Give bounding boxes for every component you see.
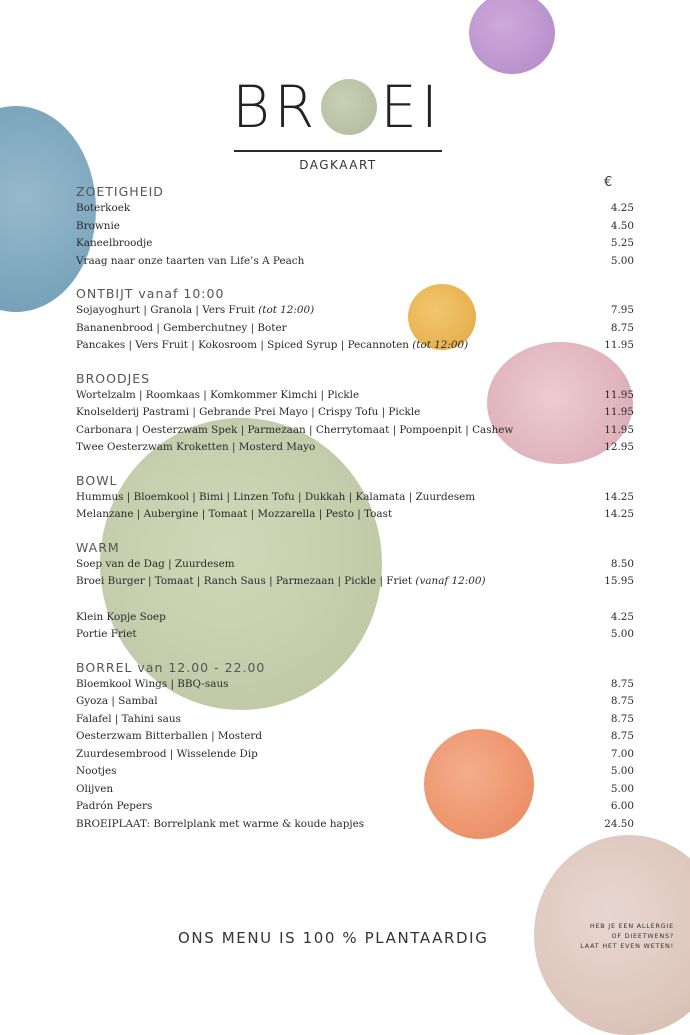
- menu-item: [76, 439, 634, 457]
- menu-item: [76, 798, 634, 816]
- menu-item: [76, 626, 634, 644]
- menu-item-label: Padrón Pepers: [76, 800, 153, 812]
- menu-item-label: BROEIPLAAT: Borrelplank met warme & koude hapjes: [76, 817, 365, 830]
- broei-logo: [232, 73, 442, 141]
- menu-item-label: Brownie: [76, 219, 120, 232]
- menu-item-price: 15.95: [604, 575, 634, 587]
- menu-item-name: [76, 235, 152, 253]
- menu-item: [76, 506, 634, 524]
- menu-item-price: 14.25: [604, 508, 634, 520]
- menu-item: [76, 387, 634, 405]
- menu-item-label: Kaneelbroodje: [76, 237, 153, 249]
- menu-item-price: 8.75: [610, 677, 634, 690]
- menu-section: [76, 370, 634, 457]
- logo-text-left: BR: [232, 73, 319, 141]
- section-title: ZOETIGHEID: [76, 184, 164, 199]
- menu-item-name: [76, 337, 468, 355]
- menu-section: [76, 472, 634, 524]
- section-spacer: [76, 591, 634, 609]
- menu-item-label: Zuurdesembrood | Wisselende Dip: [76, 747, 258, 760]
- menu-item: [76, 337, 634, 355]
- menu-item-label: Bananenbrood | Gemberchutney | Boter: [76, 321, 287, 334]
- menu-list: [76, 183, 634, 848]
- menu-item-name: [76, 218, 120, 236]
- menu-item-label: Twee Oesterzwam Kroketten | Mosterd Mayo: [76, 441, 316, 453]
- menu-item-label: Vraag naar onze taarten van Life’s A Peach: [76, 254, 305, 267]
- menu-item-price: 14.25: [604, 490, 634, 503]
- menu-item: [76, 302, 634, 320]
- menu-section: [76, 539, 634, 644]
- menu-item-name: [76, 320, 287, 338]
- menu-item-name: [76, 489, 475, 507]
- allergy-line: OF DIEETWENS?: [611, 932, 674, 940]
- menu-item-name: [76, 609, 166, 627]
- menu-item: [76, 781, 634, 799]
- menu-item: [76, 320, 634, 338]
- menu-item-label: Broei Burger | Tomaat | Ranch Saus | Parmezaan | Pickle | Friet: [76, 575, 416, 587]
- logo-text-right: EI: [380, 73, 442, 141]
- menu-item-name: [76, 439, 315, 457]
- menu-item-price: 4.25: [610, 610, 634, 623]
- menu-item-price: 8.75: [610, 712, 634, 725]
- section-title: BOWL: [76, 472, 118, 488]
- menu-item-label: Boterkoek: [76, 202, 131, 214]
- menu-item-note: (tot 12:00): [258, 304, 315, 316]
- menu-item-price: 5.00: [610, 782, 634, 795]
- menu-item-price: 4.25: [610, 202, 634, 214]
- menu-item: [76, 763, 634, 781]
- menu-item-price: 11.95: [604, 388, 634, 401]
- menu-item-price: 6.00: [610, 800, 634, 812]
- section-title: WARM: [76, 539, 120, 555]
- menu-item-note: (vanaf 12:00): [415, 575, 486, 587]
- menu-item-name: [76, 693, 158, 711]
- menu-item-price: 5.00: [610, 628, 634, 640]
- menu-item-name: [76, 302, 314, 320]
- menu-item: [76, 556, 634, 574]
- logo-divider: [234, 150, 442, 152]
- menu-item-name: [76, 676, 229, 694]
- menu-item: [76, 711, 634, 729]
- menu-item-price: 11.95: [604, 423, 634, 436]
- menu-item-label: Nootjes: [76, 765, 117, 777]
- menu-item: [76, 218, 634, 236]
- menu-item: [76, 235, 634, 253]
- menu-item: [76, 200, 634, 218]
- menu-item-price: 11.95: [604, 339, 634, 351]
- menu-item-price: 7.00: [610, 747, 634, 760]
- page-subtitle: DAGKAART: [299, 158, 377, 172]
- menu-item-price: 8.75: [610, 321, 634, 334]
- menu-item: [76, 404, 634, 422]
- menu-item-label: Melanzane | Aubergine | Tomaat | Mozzarella | Pesto | Toast: [76, 508, 393, 520]
- menu-section: [76, 659, 634, 834]
- menu-item-name: [76, 422, 513, 440]
- menu-item-label: Wortelzalm | Roomkaas | Komkommer Kimchi | Pickle: [76, 388, 360, 401]
- menu-item: [76, 609, 634, 627]
- purple-watercolor-circle: [469, 0, 555, 74]
- menu-item-name: [76, 200, 130, 218]
- plant-based-tagline: ONS MENU IS 100 % PLANTAARDIG: [178, 929, 489, 947]
- section-title: BORREL van 12.00 - 22.00: [76, 659, 266, 675]
- menu-item-label: Oesterzwam Bitterballen | Mosterd: [76, 730, 263, 742]
- menu-item-name: [76, 816, 364, 834]
- menu-item: [76, 253, 634, 271]
- menu-item-name: [76, 387, 359, 405]
- menu-item-label: Carbonara | Oesterzwam Spek | Parmezaan | Cherrytomaat | Pompoenpit | Cashew: [76, 423, 514, 436]
- menu-item-price: 5.00: [610, 254, 634, 267]
- menu-item-name: [76, 253, 304, 271]
- menu-section: [76, 183, 634, 270]
- currency-symbol: €: [604, 175, 613, 190]
- menu-item: [76, 816, 634, 834]
- menu-item-name: [76, 404, 420, 422]
- menu-item: [76, 728, 634, 746]
- menu-item-price: 8.50: [610, 557, 634, 570]
- menu-item-label: Hummus | Bloemkool | Bimi | Linzen Tofu | Dukkah | Kalamata | Zuurdesem: [76, 490, 476, 503]
- section-title: BROODJES: [76, 370, 151, 386]
- menu-item-price: 7.95: [610, 304, 634, 316]
- menu-item-label: Bloemkool Wings | BBQ-saus: [76, 677, 229, 690]
- menu-section: [76, 285, 634, 355]
- menu-item-price: 24.50: [604, 817, 634, 830]
- menu-item-price: 4.50: [610, 219, 634, 232]
- menu-item-label: Klein Kopje Soep: [76, 610, 166, 623]
- menu-item-name: [76, 728, 262, 746]
- menu-item-label: Gyoza | Sambal: [76, 695, 158, 707]
- menu-item-note: (tot 12:00): [412, 339, 469, 351]
- section-title: ONTBIJT vanaf 10:00: [76, 286, 225, 301]
- menu-item: [76, 422, 634, 440]
- menu-item-name: [76, 573, 486, 591]
- menu-item-name: [76, 798, 152, 816]
- menu-item: [76, 676, 634, 694]
- menu-item-label: Knolselderij Pastrami | Gebrande Prei Mayo | Crispy Tofu | Pickle: [76, 406, 421, 418]
- menu-item-price: 8.75: [610, 695, 634, 707]
- menu-item-price: 5.25: [610, 237, 634, 249]
- menu-item-name: [76, 711, 181, 729]
- menu-item-label: Portie Friet: [76, 628, 137, 640]
- menu-item-name: [76, 506, 392, 524]
- menu-item-price: 11.95: [604, 406, 634, 418]
- logo-circle-o: [321, 79, 377, 135]
- menu-item-price: 5.00: [610, 765, 634, 777]
- menu-item-name: [76, 626, 137, 644]
- menu-item: [76, 489, 634, 507]
- menu-item-name: [76, 746, 258, 764]
- menu-item: [76, 693, 634, 711]
- allergy-notice: [580, 921, 674, 951]
- allergy-line: HEB JE EEN ALLERGIE: [589, 922, 674, 930]
- menu-item-name: [76, 781, 113, 799]
- menu-item-label: Soep van de Dag | Zuurdesem: [76, 557, 235, 570]
- menu-item-label: Olijven: [76, 782, 114, 795]
- menu-item-price: 12.95: [604, 441, 634, 453]
- menu-item: [76, 573, 634, 591]
- menu-item-name: [76, 556, 235, 574]
- allergy-line: LAAT HET EVEN WETEN!: [580, 942, 674, 950]
- menu-item: [76, 746, 634, 764]
- menu-item-label: Sojayoghurt | Granola | Vers Fruit: [76, 304, 259, 316]
- menu-item-name: [76, 763, 116, 781]
- menu-item-label: Falafel | Tahini saus: [76, 712, 181, 725]
- menu-item-label: Pancakes | Vers Fruit | Kokosroom | Spiced Syrup | Pecannoten: [76, 339, 413, 351]
- menu-item-price: 8.75: [610, 730, 634, 742]
